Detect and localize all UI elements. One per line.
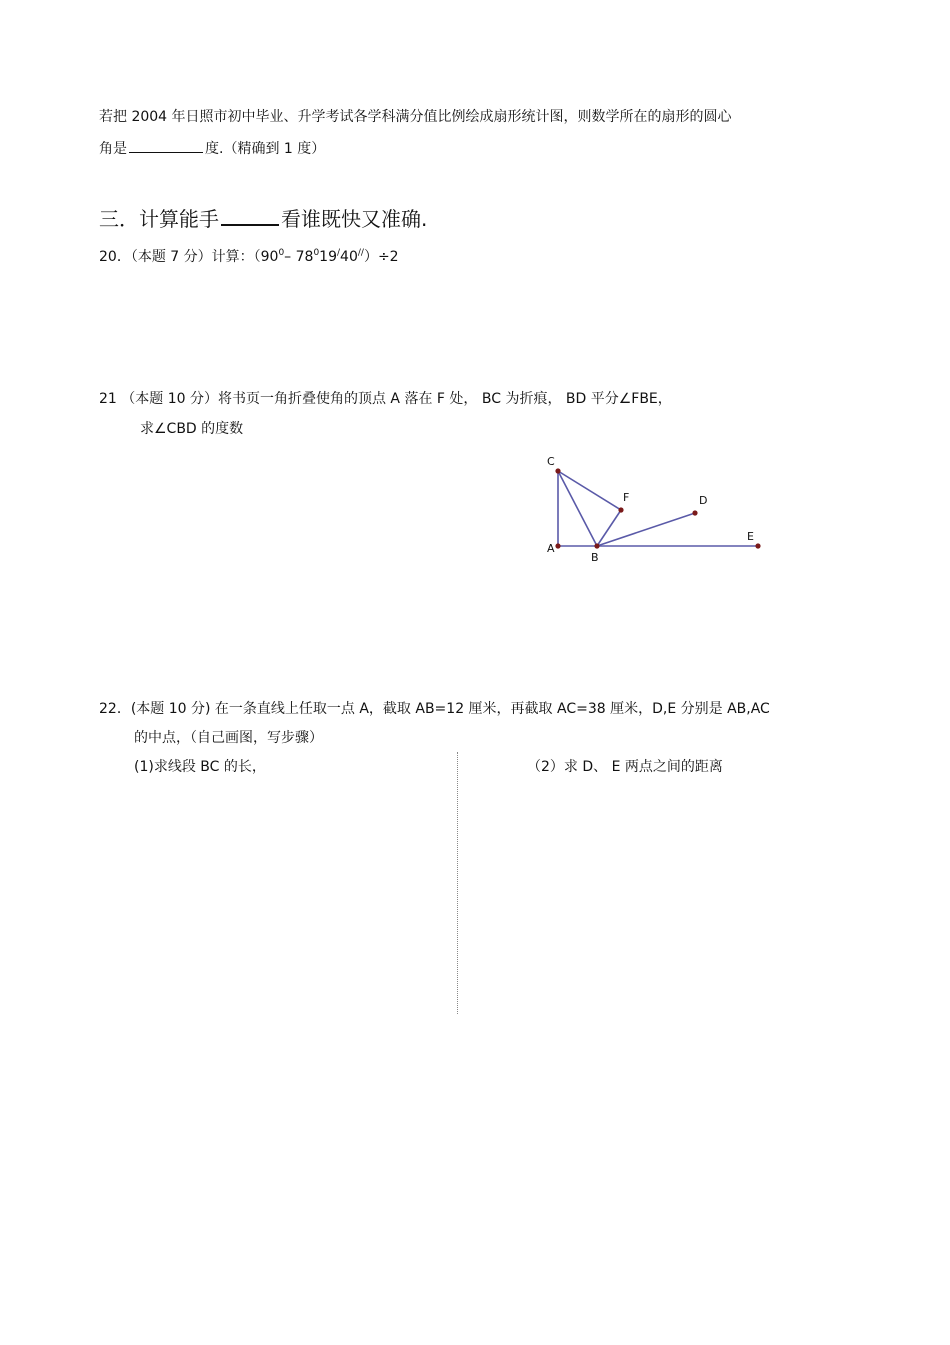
q20-degree-1: 0 [278,248,285,258]
segment-fb [597,510,621,546]
point-c [555,468,560,473]
q21-line1: 21 （本题 10 分）将书页一角折叠使角的顶点 A 落在 F 处， BC 为折痕， BD 平分∠FBE， [99,391,672,407]
point-b [594,543,599,548]
section-3-title-start: 三．计算能手 [99,207,219,231]
label-d: D [699,494,708,507]
q20-mid: – 78 [284,249,314,265]
q20-minute-mark: / [337,248,341,258]
point-f [618,507,623,512]
q22-part1: (1)求线段 BC 的长， [134,759,266,775]
q20-second-mark: // [357,248,364,258]
point-d [692,510,697,515]
label-a: A [547,542,555,555]
label-e: E [747,530,754,543]
q22-line2: 的中点，（自己画图，写步骤） [134,730,323,746]
label-c: C [547,455,555,468]
q22-line1: 22．(本题 10 分) 在一条直线上任取一点 A，截取 AB=12 厘米，再截取 AC=38 厘米，D,E 分别是 AB,AC [99,701,770,717]
q19-line2-end: 度.（精确到 1 度） [205,141,326,157]
label-f: F [623,491,630,504]
segment-bd [597,513,695,546]
q20-prefix: 20．（本题 7 分）计算：（90 [99,249,279,265]
answer-divider [457,752,458,1014]
point-e [755,543,760,548]
section-3-title-end: 看谁既快又准确. [281,207,428,231]
point-a [555,543,560,548]
label-b: B [591,551,599,564]
q19-line1: 若把 2004 年日照市初中毕业、升学考试各学科满分值比例绘成扇形统计图，则数学所在的扇形的圆心 [99,109,732,125]
q20-seconds: 40 [340,249,358,265]
q21-line2: 求∠CBD 的度数 [140,421,244,437]
q20-end: ）÷2 [363,249,399,265]
q19-line2-start: 角是 [99,141,127,157]
q20-degree-2: 0 [313,248,320,258]
q20-minutes: 19 [319,249,337,265]
q22-part2: （2）求 D、 E 两点之间的距离 [527,759,723,775]
